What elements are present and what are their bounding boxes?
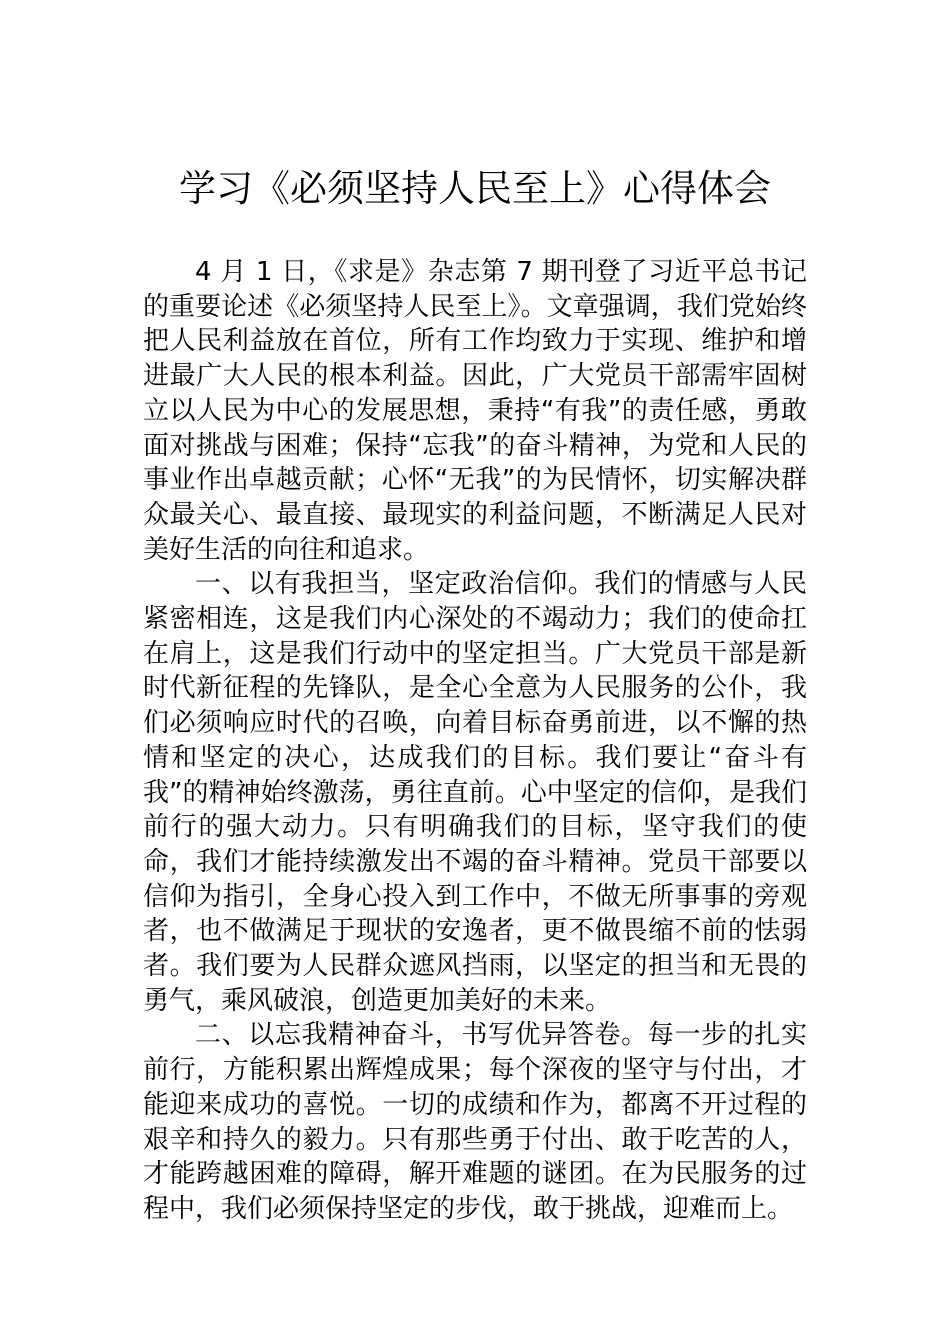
document-body — [143, 255, 807, 1227]
paragraph-intro: 4 月 1 日，《求是》杂志第 7 期刊登了习近平总书记的重要论述《必须坚持人民至上》。文章强调，我们党始终把人民利益放在首位，所有工作均致力于实现、维护和增进最广大人民的根本利益。因此，广大党员干部需牢固树立以人民为中心的发展思想，秉持“有我”的责任感，勇敢面对挑战与困难；保持“忘我”的奋斗精神，为党和人民的事业作出卓越贡献；心怀“无我”的为民情怀，切实解决群众最关心、最直接、最现实的利益问题，不断满足人民对美好生活的向往和追求。 — [143, 257, 807, 565]
document-title: 学习《必须坚持人民至上》心得体会 — [179, 167, 771, 210]
paragraph-section-one: 一、以有我担当，坚定政治信仰。我们的情感与人民紧密相连，这是我们内心深处的不竭动力；我们的使命扛在肩上，这是我们行动中的坚定担当。广大党员干部是新时代新征程的先锋队，是全心全意为人民服务的公仆，我们必须响应时代的召唤，向着目标奋勇前进，以不懈的热情和坚定的决心，达成我们的目标。我们要让“奋斗有我”的精神始终激荡，勇往直前。心中坚定的信仰，是我们前行的强大动力。只有明确我们的目标，坚守我们的使命，我们才能持续激发出不竭的奋斗精神。党员干部要以信仰为指引，全身心投入到工作中，不做无所事事的旁观者，也不做满足于现状的安逸者，更不做畏缩不前的怯弱者。我们要为人民群众遮风挡雨，以坚定的担当和无畏的勇气，乘风破浪，创造更加美好的未来。 — [143, 569, 807, 1016]
paragraph-section-two: 二、以忘我精神奋斗，书写优异答卷。每一步的扎实前行，方能积累出辉煌成果；每个深夜的坚守与付出，才能迎来成功的喜悦。一切的成绩和作为，都离不开过程的艰辛和持久的毅力。只有那些勇于付出、敢于吃苦的人，才能跨越困难的障碍，解开难题的谜团。在为民服务的过程中，我们必须保持坚定的步伐，敢于挑战，迎难而上。 — [143, 1020, 807, 1224]
